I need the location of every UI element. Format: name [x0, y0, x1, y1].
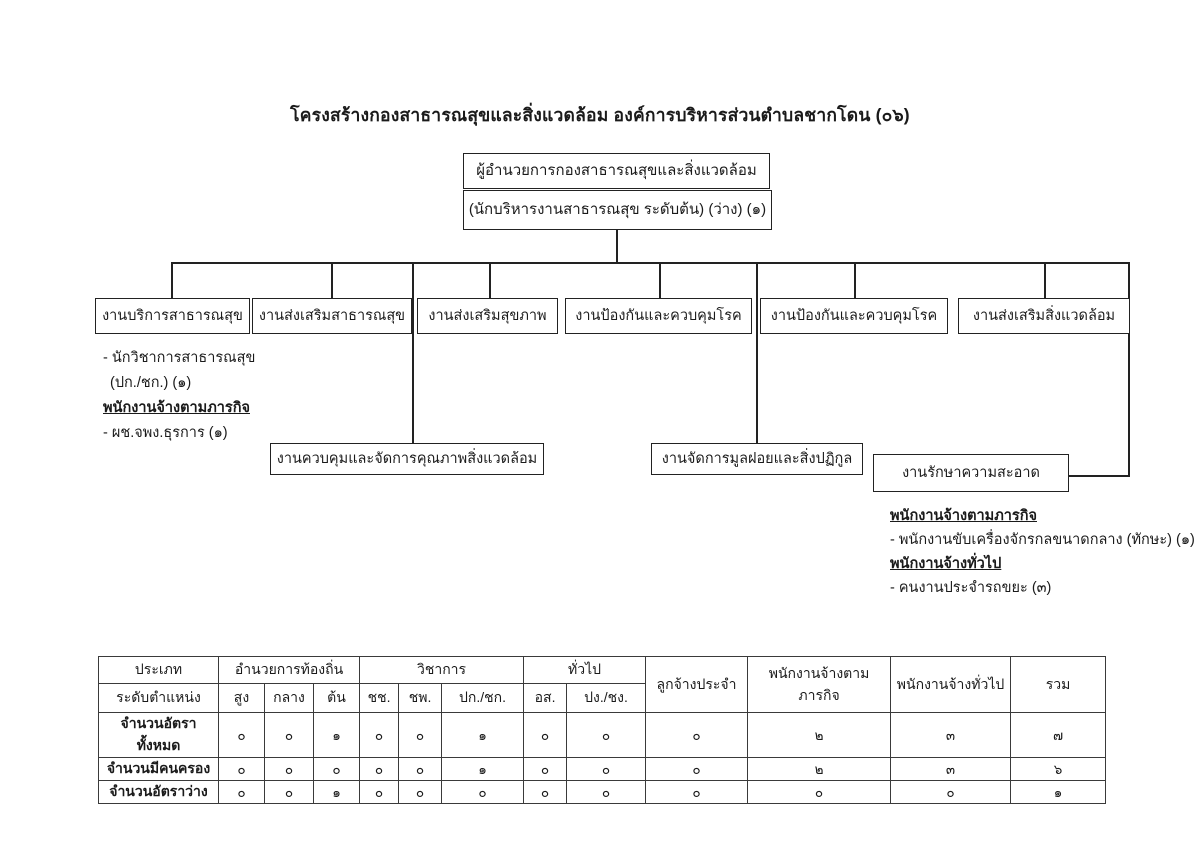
table-cell: ๐	[567, 713, 646, 758]
connector-line	[489, 262, 491, 298]
table-cell: ๑	[314, 713, 360, 758]
table-cell: ๐	[646, 781, 748, 804]
staffing-table	[98, 656, 1106, 804]
table-row-total-positions	[99, 713, 1106, 758]
header-general-employee: พนักงานจ้างทั่วไป	[891, 657, 1011, 713]
connector-line	[412, 262, 414, 443]
connector-line	[171, 262, 173, 298]
table-cell: ๐	[360, 781, 399, 804]
org-box-environment-quality-control	[270, 443, 544, 475]
org-box-director-label: ผู้อำนวยการกองสาธารณสุขและสิ่งแวดล้อม	[476, 162, 757, 180]
connector-line	[616, 230, 618, 263]
header-group-academic: วิชาการ	[360, 657, 524, 684]
table-cell: ๐	[265, 758, 314, 781]
table-cell: ๑	[1011, 781, 1106, 804]
org-box-label: งานควบคุมและจัดการคุณภาพสิ่งแวดล้อม	[276, 450, 538, 467]
staff-line: - คนงานประจำรถขยะ (๓)	[890, 580, 1052, 596]
staff-heading: พนักงานจ้างทั่วไป	[890, 556, 1002, 572]
table-cell: ๑	[442, 758, 524, 781]
org-box-label: งานบริการสาธารณสุข	[102, 307, 243, 324]
table-cell: ๐	[567, 781, 646, 804]
header-level: สูง	[219, 684, 265, 713]
org-box-disease-control-1	[565, 298, 752, 334]
header-level: ชพ.	[399, 684, 442, 713]
table-cell: ๐	[442, 781, 524, 804]
connector-line	[331, 262, 333, 298]
table-cell: ๑	[442, 713, 524, 758]
row-label: จำนวนอัตราว่าง	[99, 781, 219, 804]
header-level: ชช.	[360, 684, 399, 713]
org-box-label: งานจัดการมูลฝอยและสิ่งปฏิกูล	[661, 450, 853, 467]
header-position-level: ระดับตำแหน่ง	[99, 684, 219, 713]
table-cell: ๓	[891, 713, 1011, 758]
table-cell: ๐	[219, 713, 265, 758]
table-cell: ๐	[646, 758, 748, 781]
staff-line: - พนักงานขับเครื่องจักรกลขนาดกลาง (ทักษะ) (๑)	[890, 532, 1195, 548]
org-box-disease-control-2	[760, 298, 948, 334]
org-box-label: งานส่งเสริมสุขภาพ	[428, 307, 547, 324]
connector-line	[854, 262, 856, 298]
org-box-waste-management	[651, 443, 863, 475]
org-box-label: งานป้องกันและควบคุมโรค	[575, 307, 742, 324]
org-box-health-promotion	[417, 298, 558, 334]
org-box-cleanliness	[873, 454, 1069, 492]
table-row-occupied-positions	[99, 758, 1106, 781]
header-group-local-admin: อำนวยการท้องถิ่น	[219, 657, 360, 684]
org-box-label: งานส่งเสริมสาธารณสุข	[258, 307, 406, 324]
table-cell: ๐	[891, 781, 1011, 804]
staff-line: - ผช.จพง.ธุรการ (๑)	[103, 425, 228, 441]
table-cell: ๐	[646, 713, 748, 758]
row-label: จำนวนอัตราทั้งหมด	[99, 713, 219, 758]
table-cell: ๖	[1011, 758, 1106, 781]
header-level: ปง./ชง.	[567, 684, 646, 713]
table-cell: ๐	[524, 781, 567, 804]
table-cell: ๐	[567, 758, 646, 781]
org-box-environment-promotion	[958, 298, 1130, 334]
org-box-director-position	[463, 190, 772, 230]
table-cell: ๐	[265, 713, 314, 758]
header-mission-employee: พนักงานจ้างตามภารกิจ	[748, 657, 891, 713]
table-cell: ๐	[360, 758, 399, 781]
page-title: โครงสร้างกองสาธารณสุขและสิ่งแวดล้อม องค์การบริหารส่วนตำบลชากโดน (๐๖)	[290, 105, 910, 125]
org-box-label: งานรักษาความสะอาด	[902, 464, 1040, 481]
connector-line	[1044, 262, 1046, 298]
org-box-label: งานป้องกันและควบคุมโรค	[770, 307, 938, 324]
table-cell: ๐	[748, 781, 891, 804]
table-cell: ๐	[399, 758, 442, 781]
staff-line: - นักวิชาการสาธารณสุข	[103, 350, 256, 366]
org-box-public-health-service	[95, 298, 250, 334]
row-label: จำนวนมีคนครอง	[99, 758, 219, 781]
table-cell: ๐	[524, 758, 567, 781]
table-cell: ๐	[219, 781, 265, 804]
table-cell: ๐	[399, 781, 442, 804]
header-group-general: ทั่วไป	[524, 657, 646, 684]
table-row-vacant-positions	[99, 781, 1106, 804]
staff-list-public-health-service	[103, 346, 255, 446]
org-box-public-health-promotion	[252, 298, 412, 334]
connector-line	[171, 262, 1130, 264]
header-level: อส.	[524, 684, 567, 713]
table-cell: ๐	[524, 713, 567, 758]
header-total: รวม	[1011, 657, 1106, 713]
table-cell: ๓	[891, 758, 1011, 781]
table-cell: ๑	[314, 781, 360, 804]
table-cell: ๐	[360, 713, 399, 758]
header-permanent-employee: ลูกจ้างประจำ	[646, 657, 748, 713]
org-box-director	[463, 153, 770, 189]
table-cell: ๐	[399, 713, 442, 758]
connector-line	[756, 262, 758, 443]
org-box-label: งานส่งเสริมสิ่งแวดล้อม	[972, 307, 1116, 324]
table-cell: ๐	[265, 781, 314, 804]
connector-line	[1069, 475, 1130, 477]
staff-heading: พนักงานจ้างตามภารกิจ	[103, 400, 250, 416]
header-level: ปก./ชก.	[442, 684, 524, 713]
table-cell: ๒	[748, 758, 891, 781]
table-cell: ๐	[314, 758, 360, 781]
connector-line	[659, 262, 661, 298]
table-header-row-1	[99, 657, 1106, 684]
table-cell: ๐	[219, 758, 265, 781]
connector-line	[1128, 262, 1130, 477]
staff-heading: พนักงานจ้างตามภารกิจ	[890, 508, 1037, 524]
staff-line: (ปก./ชก.) (๑)	[110, 375, 192, 391]
staff-list-cleanliness	[890, 504, 1195, 600]
table-cell: ๒	[748, 713, 891, 758]
table-cell: ๗	[1011, 713, 1106, 758]
header-level: ต้น	[314, 684, 360, 713]
header-level: กลาง	[265, 684, 314, 713]
org-box-director-position-label: (นักบริหารงานสาธารณสุข ระดับต้น) (ว่าง) (๑)	[468, 201, 767, 219]
header-category: ประเภท	[99, 657, 219, 684]
